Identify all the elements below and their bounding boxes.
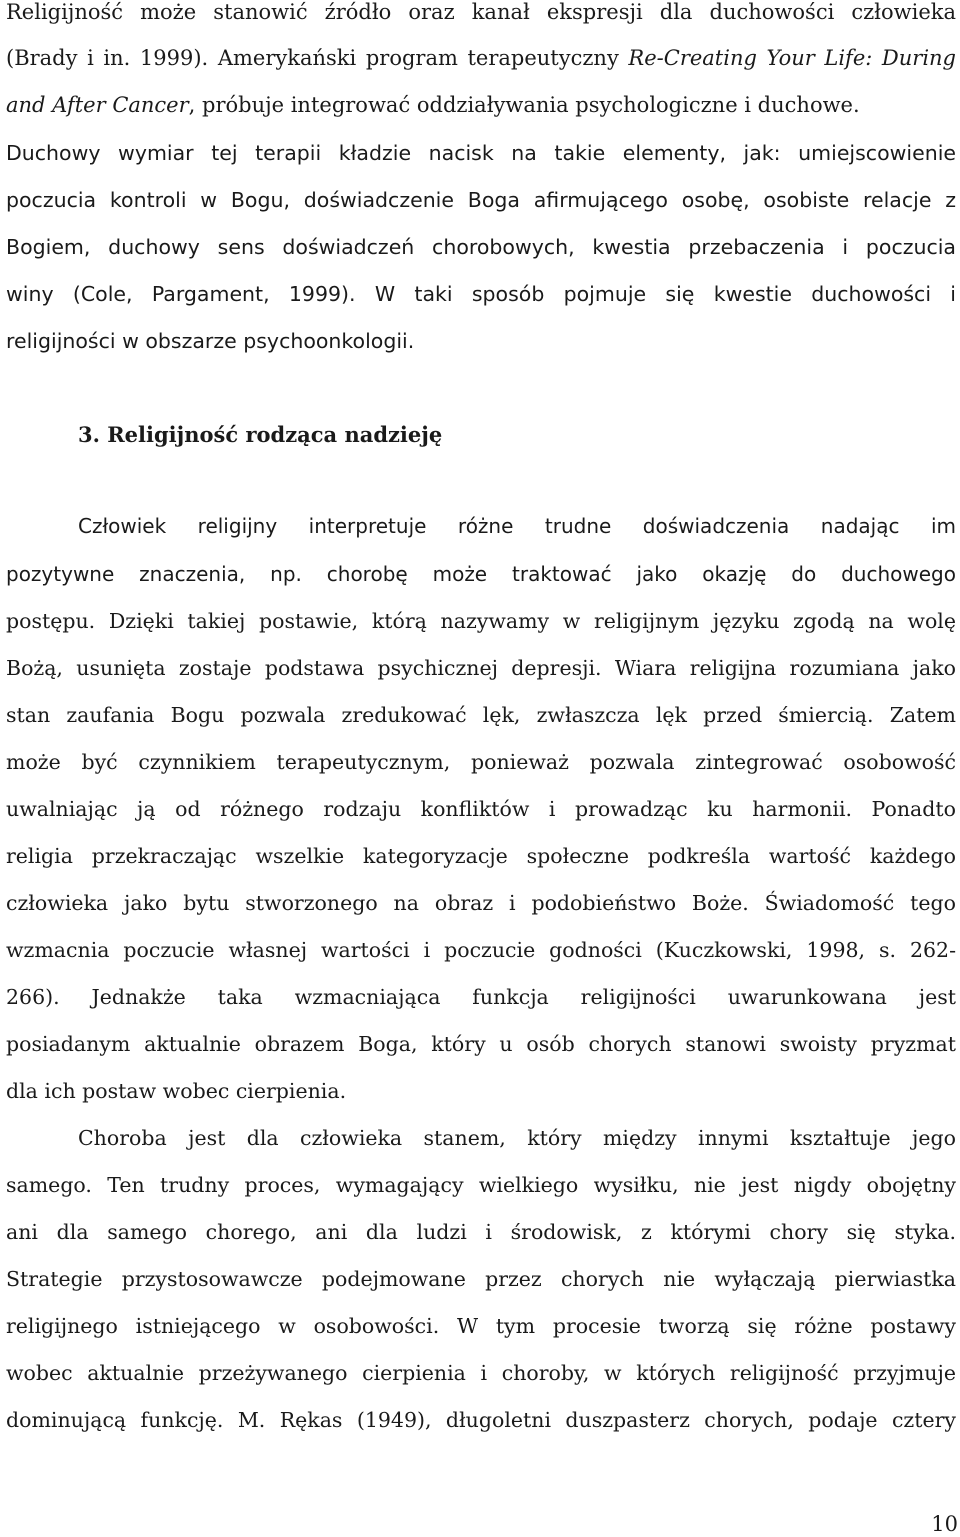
paragraph-4-line-9: 266). Jednakże taka wzmacniająca funkcja religijności uwarunkowana jest bbox=[6, 985, 956, 1009]
paragraph-1-line-2 bbox=[6, 44, 956, 72]
paragraph-5-line-1: Choroba jest dla człowieka stanem, który między innymi kształtuje jego bbox=[78, 1126, 956, 1150]
paragraph-4-line-6: religia przekraczając wszelkie kategoryzacje społeczne podkreśla wartość każdego bbox=[6, 844, 956, 868]
paragraph-4-line-5: uwalniając ją od różnego rodzaju konfliktów i prowadząc ku harmonii. Ponadto bbox=[6, 797, 956, 821]
program-title-italic: and After Cancer bbox=[6, 93, 189, 117]
paragraph-4-line-11: dla ich postaw wobec cierpienia. bbox=[6, 1079, 347, 1103]
paragraph-5-line-7: dominującą funkcję. M. Rękas (1949), długoletni duszpasterz chorych, podaje cztery bbox=[6, 1408, 956, 1432]
text-run: , próbuje integrować oddziaływania psychologiczne i duchowe. bbox=[188, 93, 860, 117]
paragraph-4-line-7: człowieka jako bytu stworzonego na obraz i podobieństwo Boże. Świadomość tego bbox=[6, 891, 956, 915]
paragraph-5-line-3: ani dla samego chorego, ani dla ludzi i środowisk, z którymi chory się styka. bbox=[6, 1220, 956, 1244]
paragraph-3-line-2: pozytywne znaczenia, np. chorobę może traktować jako okazję do duchowego bbox=[6, 562, 956, 586]
paragraph-4-line-8: wzmacnia poczucie własnej wartości i poczucie godności (Kuczkowski, 1998, s. 262- bbox=[6, 938, 956, 962]
paragraph-2-line-3: Bogiem, duchowy sens doświadczeń chorobowych, kwestia przebaczenia i poczucia bbox=[6, 235, 956, 259]
paragraph-4-line-10: posiadanym aktualnie obrazem Boga, który u osób chorych stanowi swoisty pryzmat bbox=[6, 1032, 956, 1056]
paragraph-3-line-1: Człowiek religijny interpretuje różne trudne doświadczenia nadając im bbox=[78, 514, 956, 538]
paragraph-2-line-5: religijności w obszarze psychoonkologii. bbox=[6, 329, 415, 353]
paragraph-5-line-5: religijnego istniejącego w osobowości. W tym procesie tworzą się różne postawy bbox=[6, 1314, 956, 1338]
paragraph-2-line-1: Duchowy wymiar tej terapii kładzie nacisk na takie elementy, jak: umiejscowienie bbox=[6, 141, 956, 165]
paragraph-4-line-4: może być czynnikiem terapeutycznym, ponieważ pozwala zintegrować osobowość bbox=[6, 750, 956, 774]
paragraph-4-line-3: stan zaufania Bogu pozwala zredukować lęk, zwłaszcza lęk przed śmiercią. Zatem bbox=[6, 703, 956, 727]
paragraph-5-line-6: wobec aktualnie przeżywanego cierpienia i choroby, w których religijność przyjmuje bbox=[6, 1361, 956, 1385]
program-title-italic: Re-Creating Your Life: During bbox=[628, 46, 957, 70]
paragraph-1-line-1: Religijność może stanowić źródło oraz kanał ekspresji dla duchowości człowieka bbox=[6, 0, 956, 24]
text-run: (Brady i in. 1999). Amerykański program terapeutyczny bbox=[6, 46, 629, 70]
section-heading: 3. Religijność rodząca nadzieję bbox=[78, 422, 443, 447]
paragraph-1-line-3 bbox=[6, 91, 956, 119]
paragraph-4-line-2: Bożą, usunięta zostaje podstawa psychicznej depresji. Wiara religijna rozumiana jako bbox=[6, 656, 956, 680]
paragraph-2-line-4: winy (Cole, Pargament, 1999). W taki sposób pojmuje się kwestie duchowości i bbox=[6, 282, 956, 306]
paragraph-4-line-1: postępu. Dzięki takiej postawie, którą nazywamy w religijnym języku zgodą na wolę bbox=[6, 609, 956, 633]
paragraph-2-line-2: poczucia kontroli w Bogu, doświadczenie Boga afirmującego osobę, osobiste relacje z bbox=[6, 188, 956, 212]
page-number: 10 bbox=[931, 1512, 958, 1536]
paragraph-5-line-4: Strategie przystosowawcze podejmowane przez chorych nie wyłączają pierwiastka bbox=[6, 1267, 956, 1291]
paragraph-5-line-2: samego. Ten trudny proces, wymagający wielkiego wysiłku, nie jest nigdy obojętny bbox=[6, 1173, 956, 1197]
